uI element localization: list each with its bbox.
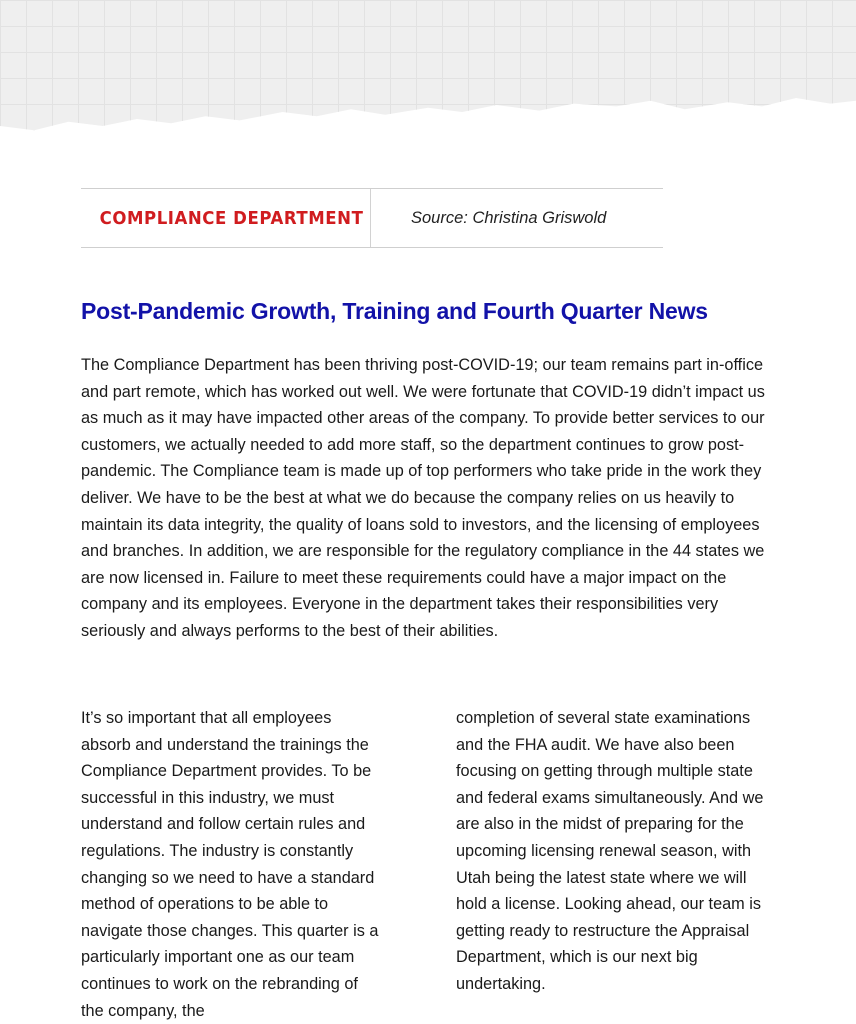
torn-paper-header-graphic <box>0 0 856 140</box>
department-label: COMPLIANCE DEPARTMENT <box>93 189 371 247</box>
body-column-left: It’s so important that all employees absorb and understand the trainings the Compliance Department provides. To be successful in this industry, we must understand and follow certain rules and regulations. The industry is constantly changing so we need to have a standard method of operations to be able to navigate those changes. This quarter is a particularly important one as our team continues to work on the rebranding of the company, the <box>81 709 379 1020</box>
body-column-right: completion of several state examinations and the FHA audit. We have also been focusing on getting through multiple state and federal exams simultaneously. And we are also in the midst of preparing for the upcoming licensing renewal season, with Utah being the latest state where we will hold a license. Looking ahead, our team is getting ready to restructure the Appraisal Department, which is our next big undertaking. <box>456 709 764 993</box>
source-credit: Source: Christina Griswold <box>411 208 607 227</box>
meta-bar <box>81 188 663 248</box>
intro-paragraph: The Compliance Department has been thriving post-COVID-19; our team remains part in-office and part remote, which has worked out well. We were fortunate that COVID-19 didn’t impact us as much as it may have impacted other areas of the company. To provide better services to our customers, we actually needed to add more staff, so the department continues to grow post-pandemic. The Compliance team is made up of top performers who take pride in the work they deliver. We have to be the best at what we do because the company relies on us heavily to maintain its data integrity, the quality of loans sold to investors, and the licensing of employees and branches. In addition, we are responsible for the regulatory compliance in the 44 states we are now licensed in. Failure to meet these requirements could have a major impact on the company and its employees. Everyone in the department takes their responsibilities very seriously and always performs to the best of their abilities. <box>81 356 765 640</box>
article-title: Post-Pandemic Growth, Training and Fourth Quarter News <box>81 298 708 324</box>
